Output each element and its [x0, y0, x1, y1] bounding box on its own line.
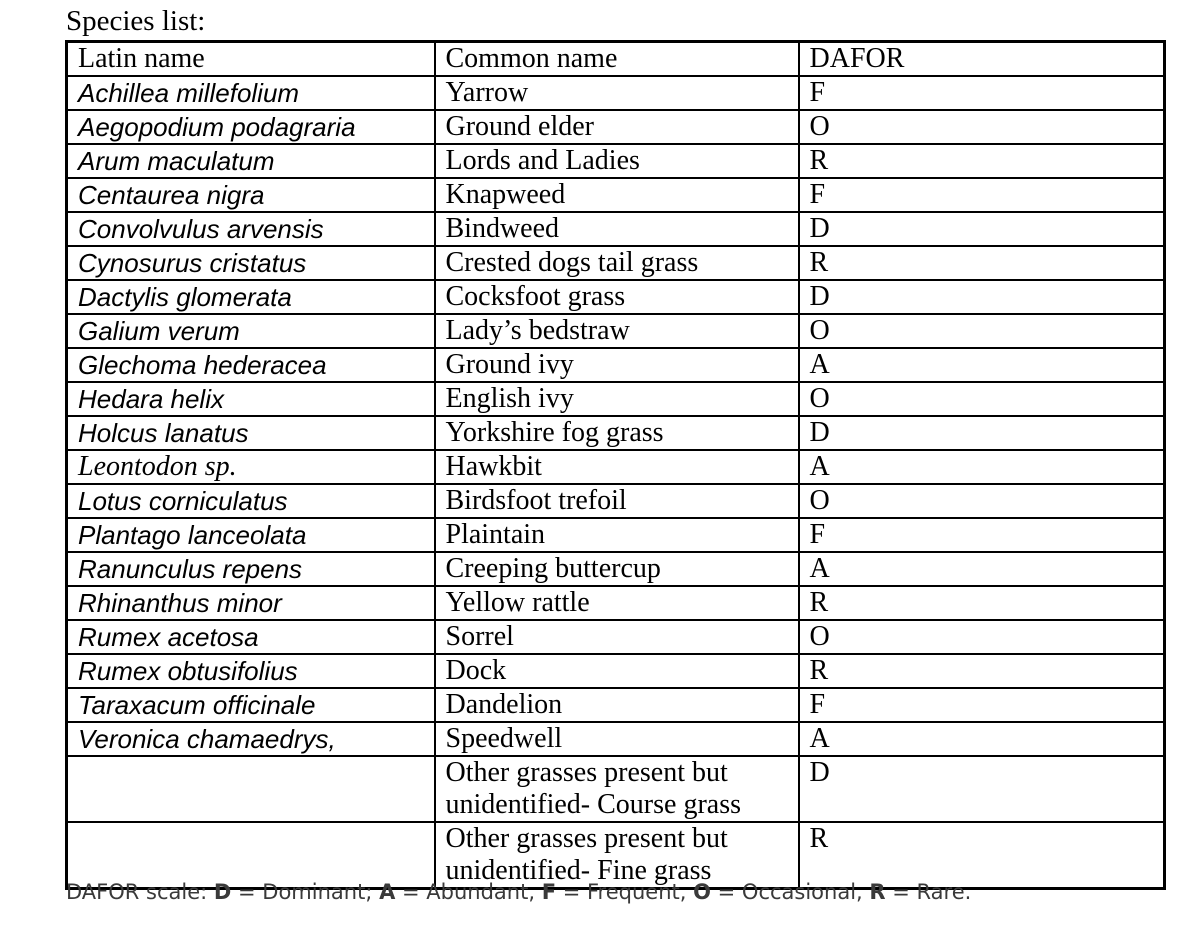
latin-name-cell: Rumex obtusifolius — [67, 654, 435, 688]
dafor-letter: D — [213, 880, 232, 904]
dafor-cell: R — [799, 144, 1165, 178]
dafor-cell: O — [799, 314, 1165, 348]
table-row — [67, 144, 1165, 178]
common-name-cell: Birdsfoot trefoil — [435, 484, 799, 518]
table-row — [67, 212, 1165, 246]
latin-name-cell: Ranunculus repens — [67, 552, 435, 586]
latin-name-cell: Veronica chamaedrys, — [67, 722, 435, 756]
footer-segment: = Frequent, — [556, 880, 694, 904]
table-row — [67, 416, 1165, 450]
latin-name-cell: Rumex acetosa — [67, 620, 435, 654]
dafor-cell: D — [799, 416, 1165, 450]
dafor-cell: O — [799, 620, 1165, 654]
dafor-cell: R — [799, 822, 1165, 889]
table-row — [67, 722, 1165, 756]
latin-name-cell: Dactylis glomerata — [67, 280, 435, 314]
common-name-cell: Cocksfoot grass — [435, 280, 799, 314]
common-name-cell: Yorkshire fog grass — [435, 416, 799, 450]
common-name-cell: Lady’s bedstraw — [435, 314, 799, 348]
latin-name-cell: Achillea millefolium — [67, 76, 435, 110]
dafor-scale-caption — [66, 879, 971, 905]
common-name-cell: Other grasses present but unidentified- Fine grass — [435, 822, 799, 889]
dafor-cell: A — [799, 722, 1165, 756]
common-name-cell: Dock — [435, 654, 799, 688]
dafor-cell: A — [799, 552, 1165, 586]
footer-segment: = Dominant; — [231, 880, 380, 904]
table-row — [67, 382, 1165, 416]
dafor-cell: R — [799, 586, 1165, 620]
dafor-cell: F — [799, 518, 1165, 552]
common-name-cell: Plaintain — [435, 518, 799, 552]
latin-name-cell: Leontodon sp. — [67, 450, 435, 484]
footer-segment: = Occasional, — [710, 880, 870, 904]
table-row — [67, 178, 1165, 212]
dafor-cell: O — [799, 484, 1165, 518]
latin-name-cell: Rhinanthus minor — [67, 586, 435, 620]
dafor-cell: D — [799, 756, 1165, 822]
table-row — [67, 348, 1165, 382]
page-title: Species list: — [66, 5, 206, 37]
common-name-cell: Bindweed — [435, 212, 799, 246]
latin-name-cell: Holcus lanatus — [67, 416, 435, 450]
dafor-letter: O — [693, 880, 711, 904]
header-common-name: Common name — [435, 42, 799, 77]
common-name-cell: Speedwell — [435, 722, 799, 756]
common-name-cell: Hawkbit — [435, 450, 799, 484]
common-name-cell: Other grasses present but unidentified- Course grass — [435, 756, 799, 822]
common-name-cell: Crested dogs tail grass — [435, 246, 799, 280]
latin-name-cell: Convolvulus arvensis — [67, 212, 435, 246]
common-name-cell: Ground elder — [435, 110, 799, 144]
dafor-cell: R — [799, 654, 1165, 688]
dafor-cell: D — [799, 280, 1165, 314]
table-row — [67, 110, 1165, 144]
table-header-row — [67, 42, 1165, 77]
table-row — [67, 76, 1165, 110]
table-row — [67, 246, 1165, 280]
dafor-letter: R — [869, 880, 886, 904]
table-row — [67, 280, 1165, 314]
table-row — [67, 688, 1165, 722]
dafor-cell: F — [799, 76, 1165, 110]
table-row — [67, 756, 1165, 822]
header-latin-name: Latin name — [67, 42, 435, 77]
table-row — [67, 552, 1165, 586]
dafor-cell: A — [799, 450, 1165, 484]
latin-name-cell: Hedara helix — [67, 382, 435, 416]
latin-name-cell: Taraxacum officinale — [67, 688, 435, 722]
table-row — [67, 450, 1165, 484]
table-row — [67, 620, 1165, 654]
common-name-cell: Yarrow — [435, 76, 799, 110]
latin-name-cell: Centaurea nigra — [67, 178, 435, 212]
dafor-cell: R — [799, 246, 1165, 280]
dafor-letter: A — [379, 880, 396, 904]
species-table — [65, 40, 1166, 890]
common-name-cell: Yellow rattle — [435, 586, 799, 620]
latin-name-cell — [67, 756, 435, 822]
dafor-letter: F — [541, 880, 557, 904]
latin-name-cell: Plantago lanceolata — [67, 518, 435, 552]
dafor-cell: F — [799, 178, 1165, 212]
dafor-cell: D — [799, 212, 1165, 246]
species-table-body — [67, 76, 1165, 889]
table-row — [67, 314, 1165, 348]
common-name-cell: Ground ivy — [435, 348, 799, 382]
latin-name-cell: Galium verum — [67, 314, 435, 348]
footer-segment: DAFOR scale: — [66, 880, 214, 904]
table-row — [67, 586, 1165, 620]
common-name-cell: Creeping buttercup — [435, 552, 799, 586]
latin-name-cell: Glechoma hederacea — [67, 348, 435, 382]
dafor-cell: F — [799, 688, 1165, 722]
footer-segment: = Rare. — [885, 880, 972, 904]
common-name-cell: English ivy — [435, 382, 799, 416]
latin-name-cell: Cynosurus cristatus — [67, 246, 435, 280]
common-name-cell: Sorrel — [435, 620, 799, 654]
latin-name-cell: Aegopodium podagraria — [67, 110, 435, 144]
dafor-cell: O — [799, 382, 1165, 416]
latin-name-cell: Arum maculatum — [67, 144, 435, 178]
common-name-cell: Knapweed — [435, 178, 799, 212]
header-dafor: DAFOR — [799, 42, 1165, 77]
latin-name-cell: Lotus corniculatus — [67, 484, 435, 518]
footer-segment: = Abundant, — [395, 880, 542, 904]
table-row — [67, 518, 1165, 552]
common-name-cell: Dandelion — [435, 688, 799, 722]
table-row — [67, 484, 1165, 518]
dafor-cell: A — [799, 348, 1165, 382]
table-row — [67, 654, 1165, 688]
common-name-cell: Lords and Ladies — [435, 144, 799, 178]
dafor-cell: O — [799, 110, 1165, 144]
